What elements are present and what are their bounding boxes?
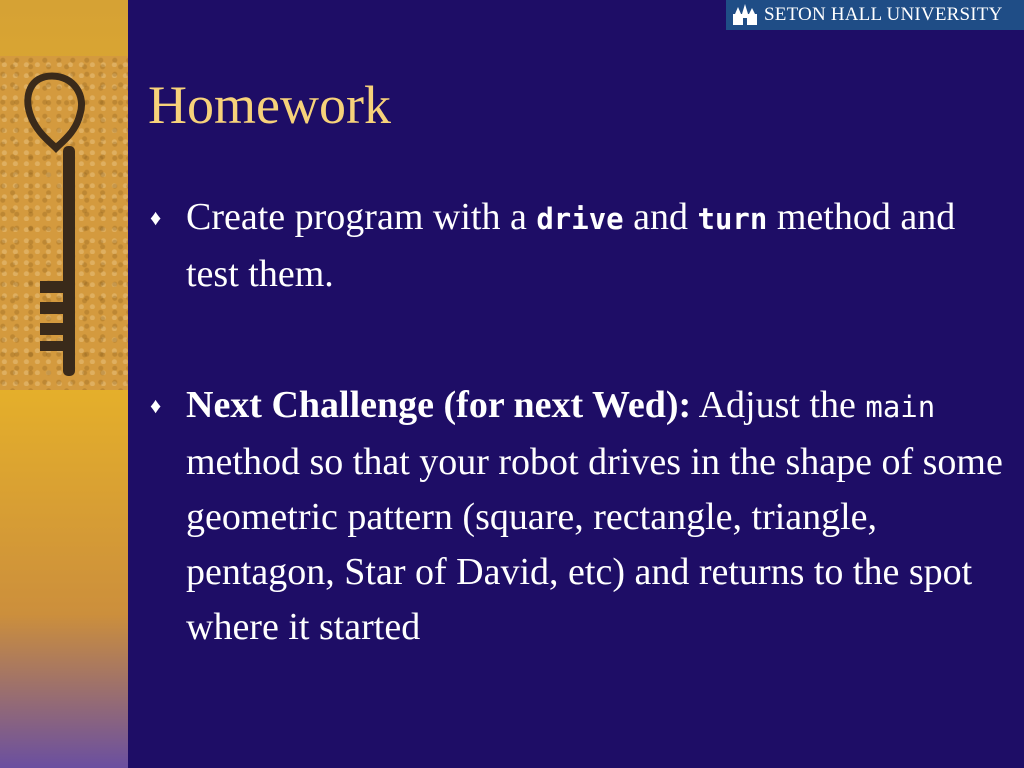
bullet-item (150, 378, 1010, 655)
bullet-text-part: method and test them. (186, 196, 956, 295)
logo-text: SETON HALL UNIVERSITY (764, 4, 1003, 25)
slide-title: Homework (148, 75, 391, 135)
bullet-text-part: Create program with a (186, 196, 537, 238)
bullet-bold-lead: Next Challenge (for next Wed): (186, 384, 692, 426)
university-logo (726, 0, 1024, 30)
code-drive: drive (536, 202, 624, 236)
bullet-text-part: Adjust the (691, 384, 866, 426)
diamond-bullet-icon: ♦ (150, 205, 162, 230)
key-image (0, 56, 128, 390)
bullet-item (150, 190, 1010, 302)
bullet-text-part: and (623, 196, 698, 238)
key-icon (0, 56, 128, 390)
bullet-text (186, 378, 1010, 655)
code-turn: turn (697, 202, 768, 236)
bullet-text-part: method so that your robot drives in the shape of some geometric pattern (square, rectangle, triangle, pentagon, Star of David, etc) and returns to the spot where it started (186, 441, 1003, 648)
bullet-text (186, 190, 1010, 302)
code-main: main (865, 390, 936, 424)
bullet-list (150, 190, 1010, 655)
building-icon (732, 4, 758, 26)
diamond-bullet-icon: ♦ (150, 393, 162, 418)
